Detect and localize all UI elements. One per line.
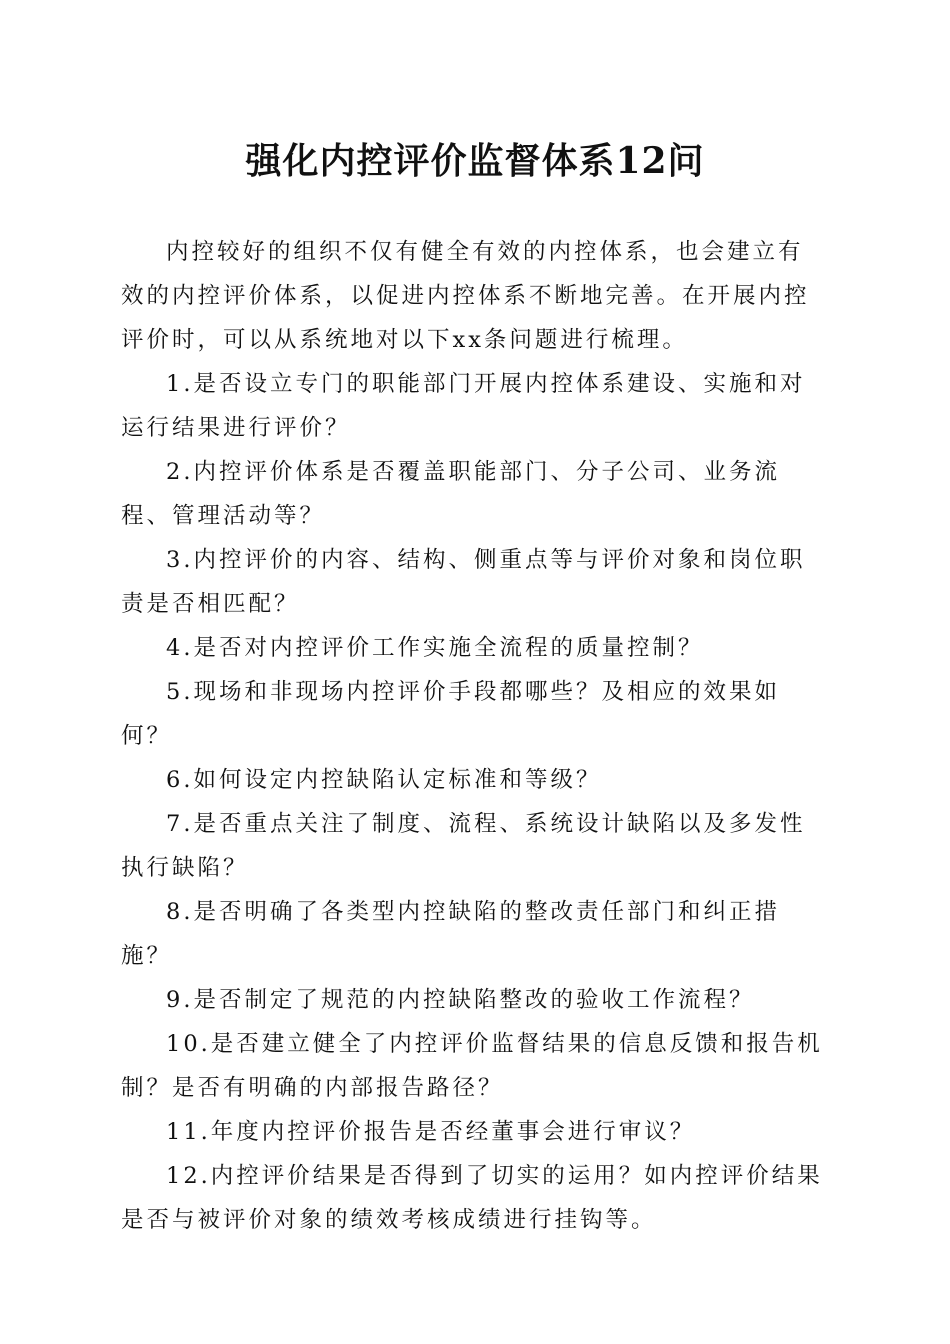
question-2: 2.内控评价体系是否覆盖职能部门、分子公司、业务流程、管理活动等？ bbox=[121, 459, 780, 529]
intro-paragraph: 内控较好的组织不仅有健全有效的内控体系，也会建立有效的内控评价体系，以促进内控体系不断地完善。在开展内控评价时，可以从系统地对以下xx条问题进行梳理。 bbox=[121, 239, 810, 353]
question-8: 8.是否明确了各类型内控缺陷的整改责任部门和纠正措施？ bbox=[121, 899, 780, 969]
question-11: 11.年度内控评价报告是否经董事会进行审议？ bbox=[166, 1119, 696, 1145]
question-3: 3.内控评价的内容、结构、侧重点等与评价对象和岗位职责是否相匹配？ bbox=[121, 547, 806, 617]
question-12: 12.内控评价结果是否得到了切实的运用？如内控评价结果是否与被评价对象的绩效考核成绩进行挂钩等。 bbox=[121, 1163, 823, 1233]
question-7: 7.是否重点关注了制度、流程、系统设计缺陷以及多发性执行缺陷？ bbox=[121, 811, 806, 881]
question-1: 1.是否设立专门的职能部门开展内控体系建设、实施和对运行结果进行评价？ bbox=[121, 371, 806, 441]
question-9: 9.是否制定了规范的内控缺陷整改的验收工作流程？ bbox=[166, 987, 755, 1013]
question-10: 10.是否建立健全了内控评价监督结果的信息反馈和报告机制？是否有明确的内部报告路径？ bbox=[121, 1031, 823, 1101]
question-4: 4.是否对内控评价工作实施全流程的质量控制？ bbox=[166, 635, 704, 661]
document-body bbox=[121, 230, 825, 1242]
document-title: 强化内控评价监督体系12问 bbox=[245, 140, 705, 182]
question-6: 6.如何设定内控缺陷认定标准和等级？ bbox=[166, 767, 602, 793]
question-5: 5.现场和非现场内控评价手段都哪些？及相应的效果如何？ bbox=[121, 679, 780, 749]
